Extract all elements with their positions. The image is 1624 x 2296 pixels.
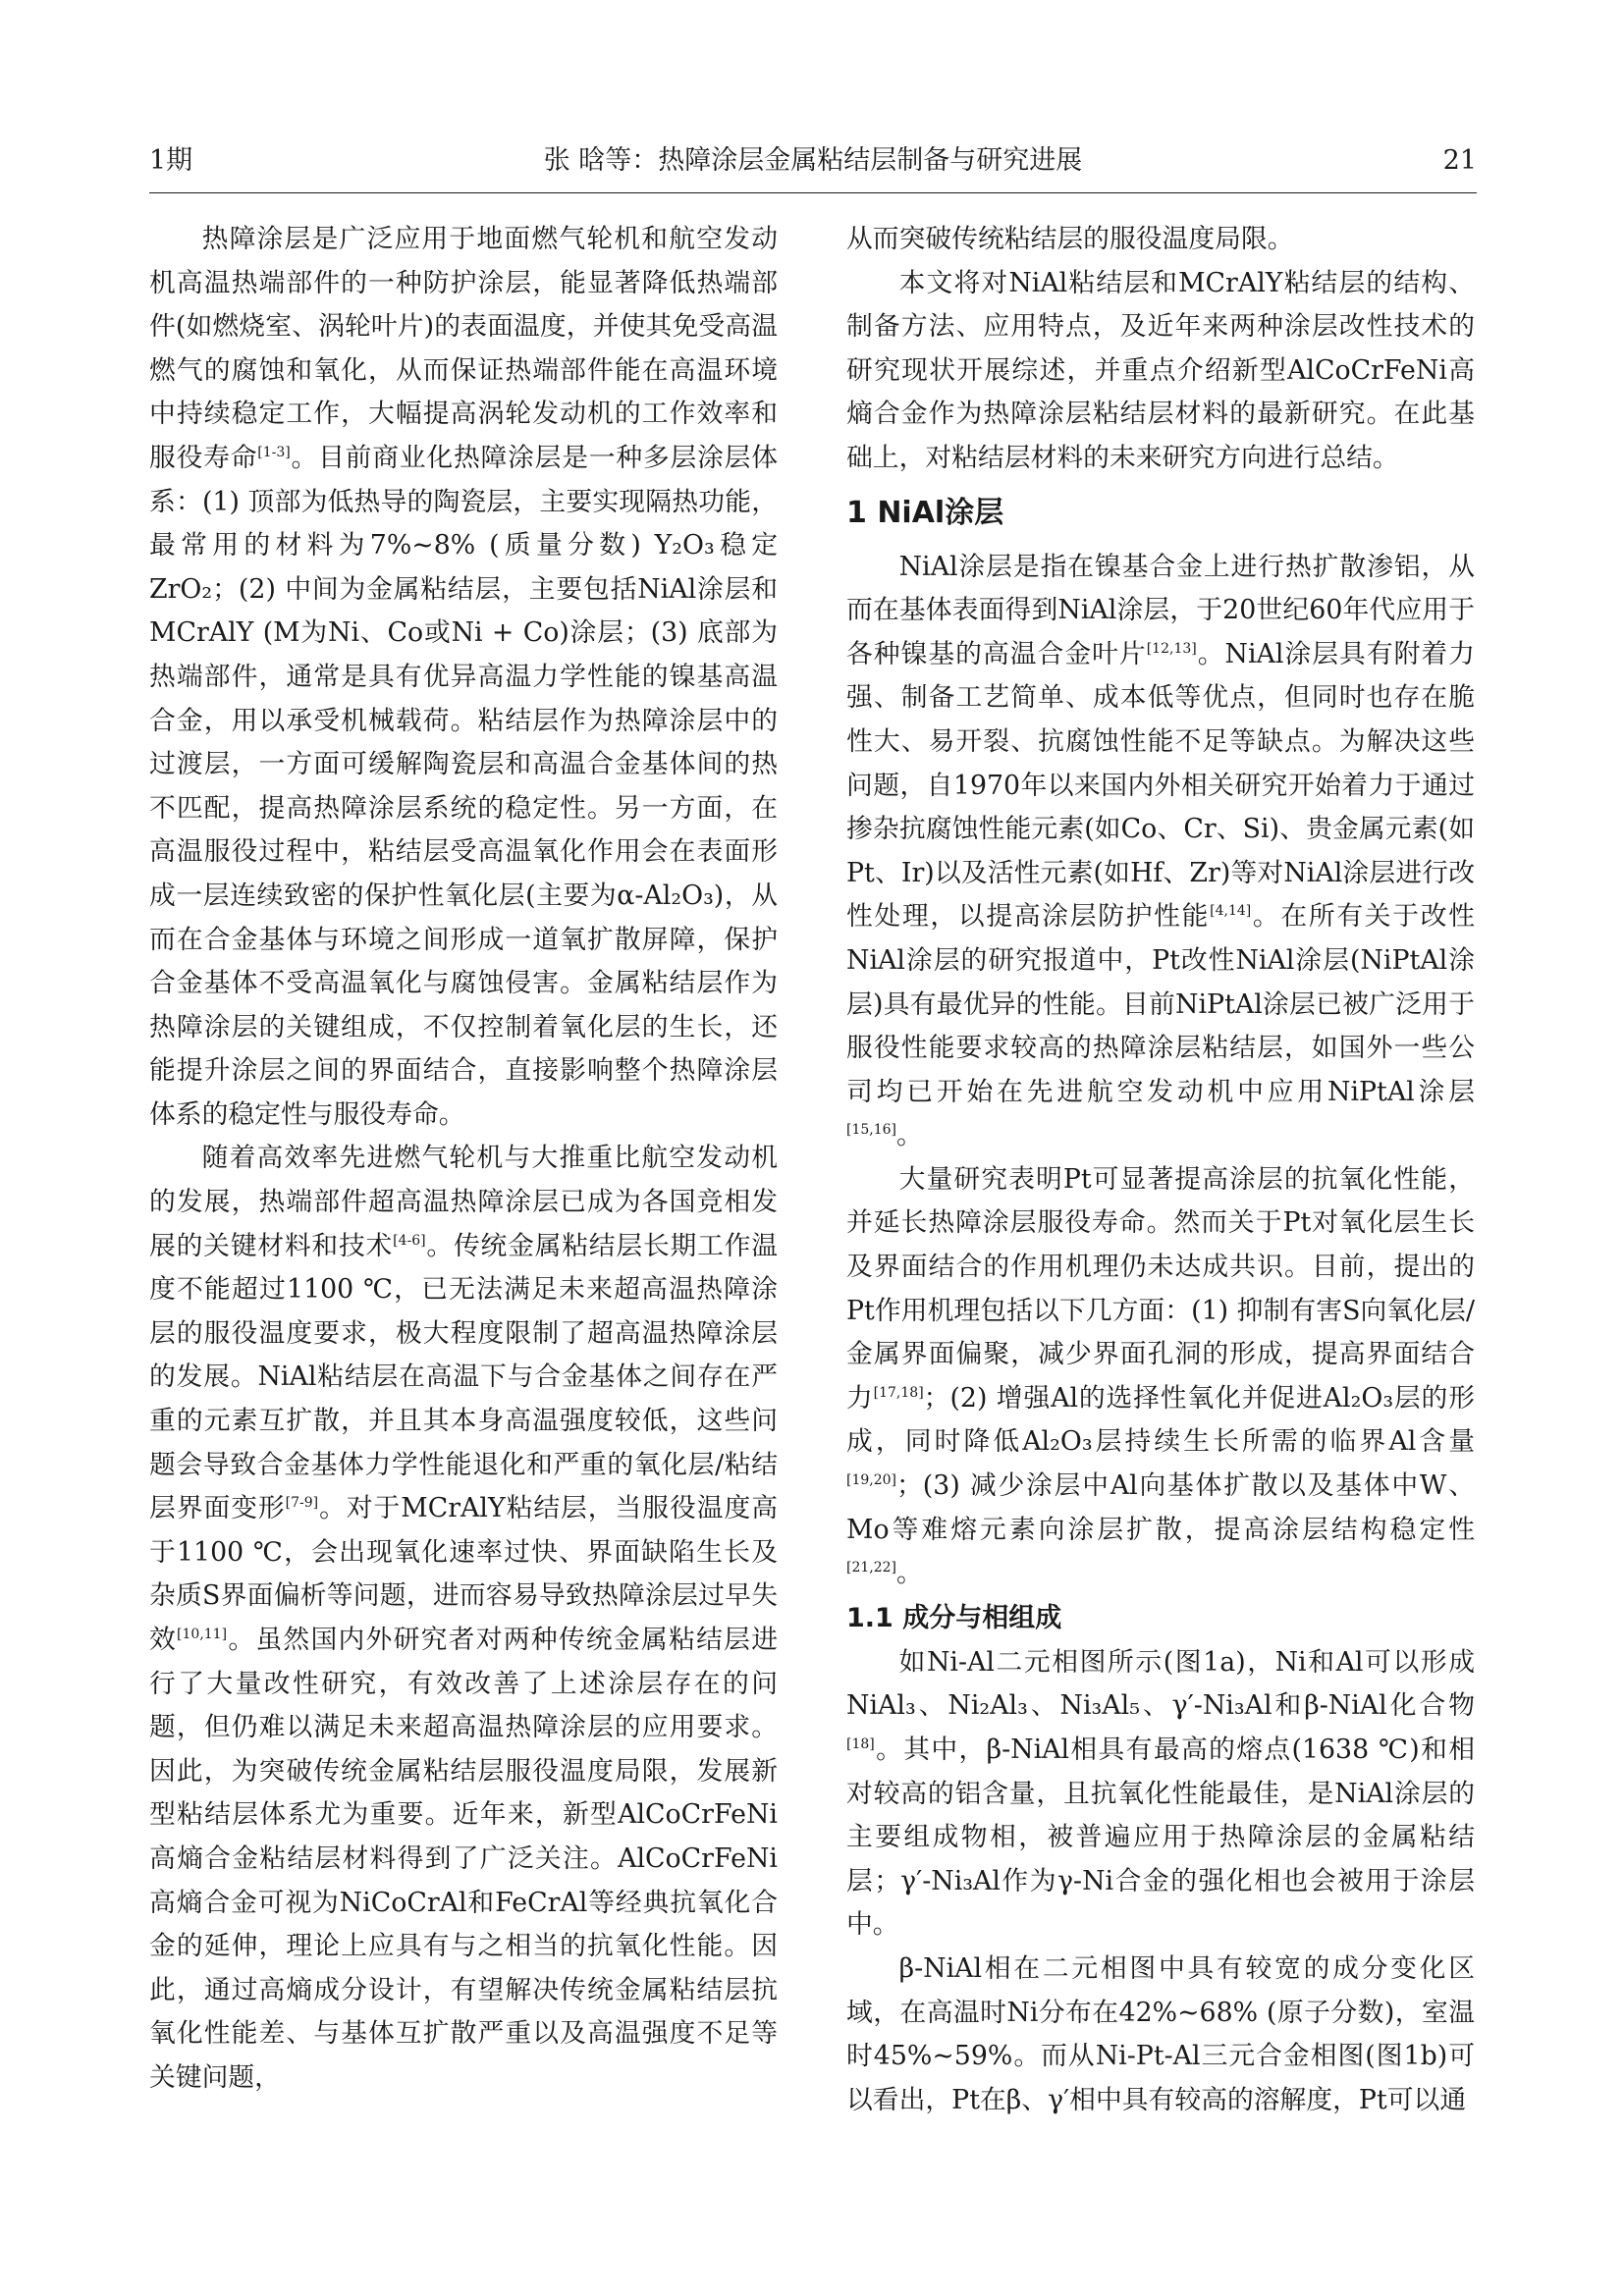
citation: [19,20]	[846, 1472, 897, 1489]
running-title: 张 晗等：热障涂层金属粘结层制备与研究进展	[543, 145, 1083, 176]
citation: [4-6]	[393, 1232, 426, 1249]
citation: [1-3]	[257, 445, 291, 461]
citation: [21,22]	[846, 1560, 897, 1576]
citation: [7-9]	[285, 1495, 319, 1512]
citation: [18]	[846, 1736, 875, 1753]
paragraph-intro-1: 热障涂层是广泛应用于地面燃气轮机和航空发动机高温热端部件的一种防护涂层，能显著降低热端部件(如燃烧室、涡轮叶片)的表面温度，并使其免受高温燃气的腐蚀和氧化，从而保证热端部件能在高温环境中持续稳定工作，大幅提高涡轮发动机的工作效率和服役寿命[1-3]。目前商业化热障涂层是一种多层涂层体系：(1) 顶部为低热导的陶瓷层，主要实现隔热功能，最常用的材料为7%~8% (质量分数) Y₂O₃稳定ZrO₂；(2) 中间为金属粘结层，主要包括NiAl涂层和MCrAlY (M为Ni、Co或Ni + Co)涂层；(3) 底部为热端部件，通常是具有优异高温力学性能的镍基高温合金，用以承受机械载荷。粘结层作为热障涂层中的过渡层，一方面可缓解陶瓷层和高温合金基体间的热不匹配，提高热障涂层系统的稳定性。另一方面，在高温服役过程中，粘结层受高温氧化作用会在表面形成一层连续致密的保护性氧化层(主要为α-Al₂O₃)，从而在合金基体与环境之间形成一道氧扩散屏障，保护合金基体不受高温氧化与腐蚀侵害。金属粘结层作为热障涂层的关键组成，不仅控制着氧化层的生长，还能提升涂层之间的界面结合，直接影响整个热障涂层体系的稳定性与服役寿命。	[149, 224, 778, 1130]
running-header	[149, 137, 1477, 185]
paragraph-continued: 从而突破传统粘结层的服役温度局限。	[846, 224, 1294, 254]
left-column	[149, 218, 778, 2260]
citation: [17,18]	[873, 1384, 924, 1401]
page-number: 21	[1442, 145, 1477, 176]
header-divider	[149, 192, 1477, 193]
issue-label: 1期	[149, 145, 193, 176]
section-heading: 1 NiAl涂层	[846, 495, 1004, 530]
paragraph-outline: 本文将对NiAl粘结层和MCrAlY粘结层的结构、制备方法、应用特点，及近年来两种涂层改性技术的研究现状开展综述，并重点介绍新型AlCoCrFeNi高熵合金作为热障涂层粘结层材料的最新研究。在此基础上，对粘结层材料的未来研究方向进行总结。	[846, 267, 1475, 473]
paragraph-phase-1: 如Ni-Al二元相图所示(图1a)，Ni和Al可以形成NiAl₃、Ni₂Al₃、Ni₃Al₅、γ′-Ni₃Al和β-NiAl化合物[18]。其中，β-NiAl相具有最高的熔点(1638 ℃)和相对较高的铝含量，且抗氧化性能最佳，是NiAl涂层的主要组成物相，被普遍应用于热障涂层的金属粘结层；γ′-Ni₃Al作为γ-Ni合金的强化相也会被用于涂层中。	[846, 1646, 1475, 1941]
subsection-heading: 1.1 成分与相组成	[846, 1602, 1062, 1633]
citation: [10,11]	[177, 1627, 228, 1643]
paragraph-intro-2: 随着高效率先进燃气轮机与大推重比航空发动机的发展，热端部件超高温热障涂层已成为各国竞相发展的关键材料和技术[4-6]。传统金属粘结层长期工作温度不能超过1100 ℃，已无法满足未来超高温热障涂层的服役温度要求，极大程度限制了超高温热障涂层的发展。NiAl粘结层在高温下与合金基体之间存在严重的元素互扩散，并且其本身高温强度较低，这些问题会导致合金基体力学性能退化和严重的氧化层/粘结层界面变形[7-9]。对于MCrAlY粘结层，当服役温度高于1100 ℃，会出现氧化速率过快、界面缺陷生长及杂质S界面偏析等问题，进而容易导致热障涂层过早失效[10,11]。虽然国内外研究者对两种传统金属粘结层进行了大量改性研究，有效改善了上述涂层存在的问题，但仍难以满足未来超高温热障涂层的应用要求。因此，为突破传统金属粘结层服役温度局限，发展新型粘结层体系尤为重要。近年来，新型AlCoCrFeNi高熵合金粘结层材料得到了广泛关注。AlCoCrFeNi高熵合金可视为NiCoCrAl和FeCrAl等经典抗氧化合金的延伸，理论上应具有与之相当的抗氧化性能。因此，通过高熵成分设计，有望解决传统金属粘结层抗氧化性能差、与基体互扩散严重以及高温强度不足等关键问题，	[149, 1143, 778, 2093]
paragraph-nial-2: 大量研究表明Pt可显著提高涂层的抗氧化性能，并延长热障涂层服役寿命。然而关于Pt对氧化层生长及界面结合的作用机理仍未达成共识。目前，提出的Pt作用机理包括以下几方面：(1) 抑制有害S向氧化层/金属界面偏聚，减少界面孔洞的形成，提高界面结合力[17,18]；(2) 增强Al的选择性氧化并促进Al₂O₃层的形成，同时降低Al₂O₃层持续生长所需的临界Al含量[19,20]；(3) 减少涂层中Al向基体扩散以及基体中W、Mo等难熔元素向涂层扩散，提高涂层结构稳定性[21,22]。	[846, 1163, 1475, 1589]
paragraph-nial-1: NiAl涂层是指在镍基合金上进行热扩散渗铝，从而在基体表面得到NiAl涂层，于20世纪60年代应用于各种镍基的高温合金叶片[12,13]。NiAl涂层具有附着力强、制备工艺简单、成本低等优点，但同时也存在脆性大、易开裂、抗腐蚀性能不足等缺点。为解决这些问题，自1970年以来国内外相关研究开始着力于通过掺杂抗腐蚀性能元素(如Co、Cr、Si)、贵金属元素(如Pt、Ir)以及活性元素(如Hf、Zr)等对NiAl涂层进行改性处理，以提高涂层防护性能[4,14]。在所有关于改性NiAl涂层的研究报道中，Pt改性NiAl涂层(NiPtAl涂层)具有最优异的性能。目前NiPtAl涂层已被广泛用于服役性能要求较高的热障涂层粘结层，如国外一些公司均已开始在先进航空发动机中应用NiPtAl涂层[15,16]。	[846, 551, 1475, 1151]
citation: [15,16]	[846, 1122, 897, 1139]
citation: [4,14]	[1210, 903, 1252, 920]
right-column	[846, 218, 1475, 2260]
citation: [12,13]	[1146, 640, 1197, 657]
paragraph-phase-2: β-NiAl相在二元相图中具有较宽的成分变化区域，在高温时Ni分布在42%~68% (原子分数)，室温时45%~59%。而从Ni-Pt-Al三元合金相图(图1b)可以看出，Pt在β、γ′相中具有较高的溶解度，Pt可以通	[846, 1952, 1475, 2115]
